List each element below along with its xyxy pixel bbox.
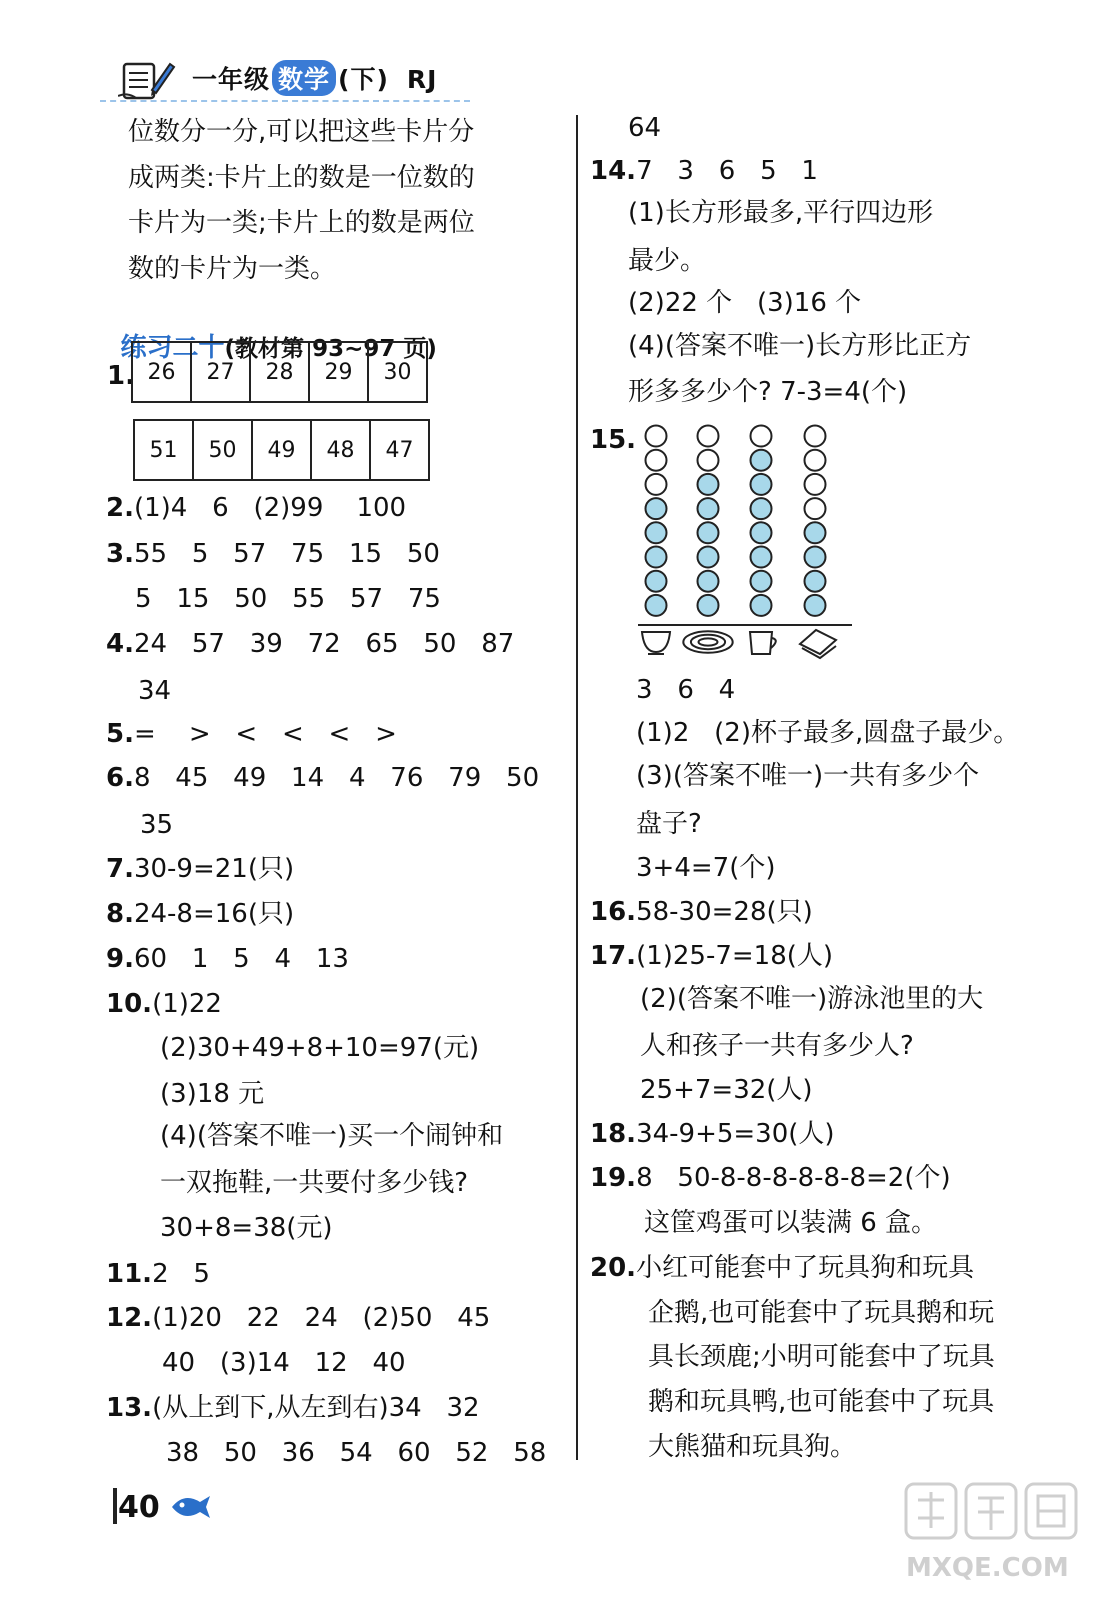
answer-text: 38 50 36 54 60 52 58 bbox=[166, 1438, 547, 1468]
answer-text: 企鹅,也可能套中了玩具鹅和玩 bbox=[648, 1298, 995, 1328]
question-number: 7. bbox=[106, 854, 134, 884]
pictograph-circle bbox=[698, 595, 719, 616]
answer-text: (1)长方形最多,平行四边形 bbox=[628, 198, 934, 228]
pictograph-circle bbox=[698, 547, 719, 568]
pictograph-circle bbox=[805, 595, 826, 616]
answer-text: (1)20 22 24 (2)50 45 bbox=[152, 1303, 491, 1333]
answer-line bbox=[648, 1297, 994, 1329]
left-text-line: 位数分一分,可以把这些卡片分 bbox=[128, 117, 475, 147]
column-divider bbox=[576, 115, 578, 1460]
answer-line bbox=[636, 717, 1019, 749]
pictograph-circle bbox=[751, 474, 772, 495]
answer-line bbox=[138, 675, 171, 707]
pictograph-circle bbox=[751, 498, 772, 519]
header-title bbox=[192, 60, 437, 96]
watermark-logo bbox=[900, 1478, 1090, 1590]
answer-text: 25+7=32(人) bbox=[640, 1075, 813, 1105]
answer-line bbox=[106, 1392, 480, 1424]
number-box: 49 bbox=[253, 421, 312, 479]
answer-text: (从上到下,从左到右)34 32 bbox=[152, 1393, 480, 1423]
answer-line bbox=[106, 1302, 490, 1334]
pictograph-circle bbox=[698, 426, 719, 447]
answer-line bbox=[640, 1074, 813, 1106]
answer-text: 最少。 bbox=[628, 246, 707, 276]
answer-text: (1)22 bbox=[152, 989, 222, 1019]
answer-text: 人和孩子一共有多少人? bbox=[640, 1031, 914, 1061]
answer-text: 鹅和玩具鸭,也可能套中了玩具 bbox=[648, 1387, 995, 1417]
pictograph-circle bbox=[805, 450, 826, 471]
pictograph-circle bbox=[698, 498, 719, 519]
answer-text: 8 45 49 14 4 76 79 50 bbox=[133, 763, 540, 793]
page-number: 40 bbox=[118, 1490, 160, 1525]
answer-text: 这筐鸡蛋可以装满 6 盒。 bbox=[644, 1208, 938, 1238]
header-grade: 一年级 bbox=[192, 65, 271, 94]
number-box: 50 bbox=[194, 421, 253, 479]
answer-line bbox=[160, 1212, 333, 1244]
answer-line bbox=[636, 852, 775, 884]
answer-text: 58-30=28(只) bbox=[636, 897, 813, 927]
pictograph-circle bbox=[646, 522, 667, 543]
pictograph-circle bbox=[751, 547, 772, 568]
svg-text:MXQE.COM: MXQE.COM bbox=[906, 1553, 1069, 1583]
fish-decoration-icon bbox=[168, 1490, 212, 1524]
answer-line bbox=[636, 674, 735, 706]
answer-text: = > < < < > bbox=[133, 719, 397, 749]
answer-line bbox=[628, 376, 907, 408]
question-number: 20. bbox=[590, 1253, 637, 1283]
pictograph-circle bbox=[751, 571, 772, 592]
pictograph-circle bbox=[805, 498, 826, 519]
answer-text: (2)22 个 (3)16 个 bbox=[628, 288, 862, 318]
question-number: 5. bbox=[106, 719, 134, 749]
question-number: 12. bbox=[106, 1303, 153, 1333]
answer-line bbox=[648, 1386, 994, 1418]
answer-text: 7 3 6 5 1 bbox=[636, 156, 818, 186]
answer-text: 8 50-8-8-8-8-8-8=2(个) bbox=[636, 1163, 951, 1193]
answer-line bbox=[590, 1118, 835, 1150]
notebook-pencil-icon bbox=[118, 56, 176, 102]
answer-line bbox=[135, 583, 441, 615]
pictograph-circle bbox=[805, 426, 826, 447]
pictograph-circle bbox=[751, 450, 772, 471]
answer-text: 一双拖鞋,一共要付多少钱? bbox=[160, 1168, 469, 1198]
answer-line bbox=[628, 197, 933, 229]
pictograph-circle bbox=[805, 547, 826, 568]
answer-line bbox=[160, 1167, 468, 1199]
question-number: 16. bbox=[590, 897, 637, 927]
answer-text: (2)(答案不唯一)游泳池里的大 bbox=[640, 984, 984, 1014]
pictograph-circle bbox=[646, 595, 667, 616]
pictograph-circle bbox=[646, 571, 667, 592]
question-number: 14. bbox=[590, 156, 637, 186]
answer-text: 3 6 4 bbox=[636, 675, 736, 705]
header-underline bbox=[100, 100, 470, 102]
pictograph-circle bbox=[646, 426, 667, 447]
answer-line bbox=[106, 628, 514, 660]
answer-text: (1)4 6 (2)99 100 bbox=[133, 493, 407, 523]
number-box: 47 bbox=[385, 437, 414, 463]
question-number: 9. bbox=[106, 944, 134, 974]
number-box: 27 bbox=[192, 343, 251, 401]
answer-text: 盘子? bbox=[636, 809, 702, 839]
answer-text: 30-9=21(只) bbox=[133, 854, 295, 884]
pictograph-circle bbox=[646, 498, 667, 519]
answer-text: 2 5 bbox=[152, 1259, 210, 1289]
answer-line bbox=[106, 1258, 210, 1290]
pictograph-circle bbox=[805, 474, 826, 495]
answer-text: 24 57 39 72 65 50 87 bbox=[133, 629, 515, 659]
answer-line bbox=[106, 762, 539, 794]
left-text-line: 数的卡片为一类。 bbox=[128, 254, 337, 284]
pictograph-circle bbox=[805, 571, 826, 592]
answer-line bbox=[590, 896, 813, 928]
answer-line bbox=[140, 809, 173, 841]
answer-line bbox=[636, 808, 702, 840]
answer-text: 形多多少个? 7-3=4(个) bbox=[628, 377, 908, 407]
answer-line bbox=[162, 1347, 406, 1379]
answer-text: 5 15 50 55 57 75 bbox=[135, 584, 441, 614]
answer-text: (1)2 (2)杯子最多,圆盘子最少。 bbox=[636, 718, 1020, 748]
number-box: 51 bbox=[135, 421, 194, 479]
number-box: 26 bbox=[133, 343, 192, 401]
number-box: 30 bbox=[383, 359, 412, 385]
answer-text: (3)18 元 bbox=[160, 1079, 265, 1109]
q1-box-row-2 bbox=[133, 419, 430, 481]
question-number: 4. bbox=[106, 629, 134, 659]
bowl-icon bbox=[642, 632, 670, 654]
pictograph-circle bbox=[698, 474, 719, 495]
q1-number: 1. bbox=[107, 361, 135, 391]
answer-line bbox=[640, 1030, 914, 1062]
answer-line bbox=[590, 155, 818, 187]
question-number: 2. bbox=[106, 493, 134, 523]
answer-text: (4)(答案不唯一)长方形比正方 bbox=[628, 331, 972, 361]
answer-text: (1)25-7=18(人) bbox=[636, 941, 834, 971]
page-number-bar bbox=[113, 1488, 117, 1524]
question-number: 6. bbox=[106, 763, 134, 793]
answer-line bbox=[106, 898, 294, 930]
answer-line bbox=[628, 245, 706, 277]
header-term: (下) bbox=[338, 65, 389, 94]
section-title-sub: (教材第 93~97 页) bbox=[224, 336, 437, 362]
number-box: 28 bbox=[251, 343, 310, 401]
answer-line bbox=[160, 1078, 264, 1110]
answer-line bbox=[636, 760, 979, 792]
answer-line bbox=[106, 538, 440, 570]
left-text-line: 卡片为一类;卡片上的数是两位 bbox=[128, 208, 475, 238]
answer-text: 大熊猫和玩具狗。 bbox=[648, 1432, 857, 1462]
answer-line bbox=[640, 983, 983, 1015]
question-number: 11. bbox=[106, 1259, 153, 1289]
left-text-line: 成两类:卡片上的数是一位数的 bbox=[128, 163, 475, 193]
answer-line bbox=[160, 1032, 479, 1064]
answer-text: 35 bbox=[140, 810, 174, 840]
answer-line bbox=[644, 1207, 937, 1239]
answer-line bbox=[648, 1341, 995, 1373]
dish-icon bbox=[800, 630, 836, 658]
header-subject: 数学 bbox=[272, 60, 336, 96]
answer-line bbox=[648, 1431, 856, 1463]
answer-line bbox=[160, 1120, 503, 1152]
answer-line bbox=[628, 330, 971, 362]
answer-line bbox=[590, 1252, 974, 1284]
answer-line bbox=[106, 492, 406, 524]
pictograph-circle bbox=[698, 522, 719, 543]
section-title-main: 练习二十 bbox=[120, 333, 225, 363]
question-number: 3. bbox=[106, 539, 134, 569]
answer-text: 64 bbox=[628, 113, 662, 143]
answer-line bbox=[628, 112, 661, 144]
answer-text: 40 (3)14 12 40 bbox=[162, 1348, 406, 1378]
answer-text: 34-9+5=30(人) bbox=[636, 1119, 835, 1149]
number-box: 29 bbox=[310, 343, 369, 401]
plate-icon bbox=[683, 631, 732, 653]
answer-line bbox=[106, 988, 222, 1020]
answer-line bbox=[628, 287, 861, 319]
answer-line bbox=[106, 853, 294, 885]
answer-text: 60 1 5 4 13 bbox=[133, 944, 349, 974]
answer-line bbox=[166, 1437, 546, 1469]
answer-text: 34 bbox=[138, 676, 172, 706]
answer-text: 3+4=7(个) bbox=[636, 853, 776, 883]
question-number: 10. bbox=[106, 989, 153, 1019]
q15-pictograph bbox=[630, 420, 860, 660]
pictograph-circle bbox=[751, 426, 772, 447]
question-number: 19. bbox=[590, 1163, 637, 1193]
question-number: 18. bbox=[590, 1119, 637, 1149]
question-number: 13. bbox=[106, 1393, 153, 1423]
header-edition: RJ bbox=[406, 65, 438, 94]
answer-text: 55 5 57 75 15 50 bbox=[133, 539, 440, 569]
pictograph-circle bbox=[805, 522, 826, 543]
answer-text: 24-8=16(只) bbox=[133, 899, 295, 929]
pictograph-circle bbox=[751, 595, 772, 616]
pictograph-circle bbox=[646, 547, 667, 568]
answer-line bbox=[590, 940, 833, 972]
question-number: 17. bbox=[590, 941, 637, 971]
answer-text: 30+8=38(元) bbox=[160, 1213, 333, 1243]
pictograph-circle bbox=[698, 571, 719, 592]
answer-text: 小红可能套中了玩具狗和玩具 bbox=[636, 1253, 975, 1283]
answer-text: (2)30+49+8+10=97(元) bbox=[160, 1033, 480, 1063]
answer-line bbox=[106, 943, 349, 975]
cup-icon bbox=[750, 632, 776, 654]
answer-text: 具长颈鹿;小明可能套中了玩具 bbox=[648, 1342, 995, 1372]
question-number: 15. bbox=[590, 425, 637, 455]
q1-box-row-1 bbox=[131, 341, 428, 403]
question-number: 8. bbox=[106, 899, 134, 929]
number-box: 48 bbox=[312, 421, 371, 479]
pictograph-circle bbox=[751, 522, 772, 543]
answer-line bbox=[106, 718, 397, 750]
pictograph-circle bbox=[698, 450, 719, 471]
page-header bbox=[100, 52, 480, 104]
answer-text: (3)(答案不唯一)一共有多少个 bbox=[636, 761, 980, 791]
pictograph-circle bbox=[646, 450, 667, 471]
pictograph-circle bbox=[646, 474, 667, 495]
answer-text: (4)(答案不唯一)买一个闹钟和 bbox=[160, 1121, 504, 1151]
answer-line bbox=[590, 1162, 951, 1194]
